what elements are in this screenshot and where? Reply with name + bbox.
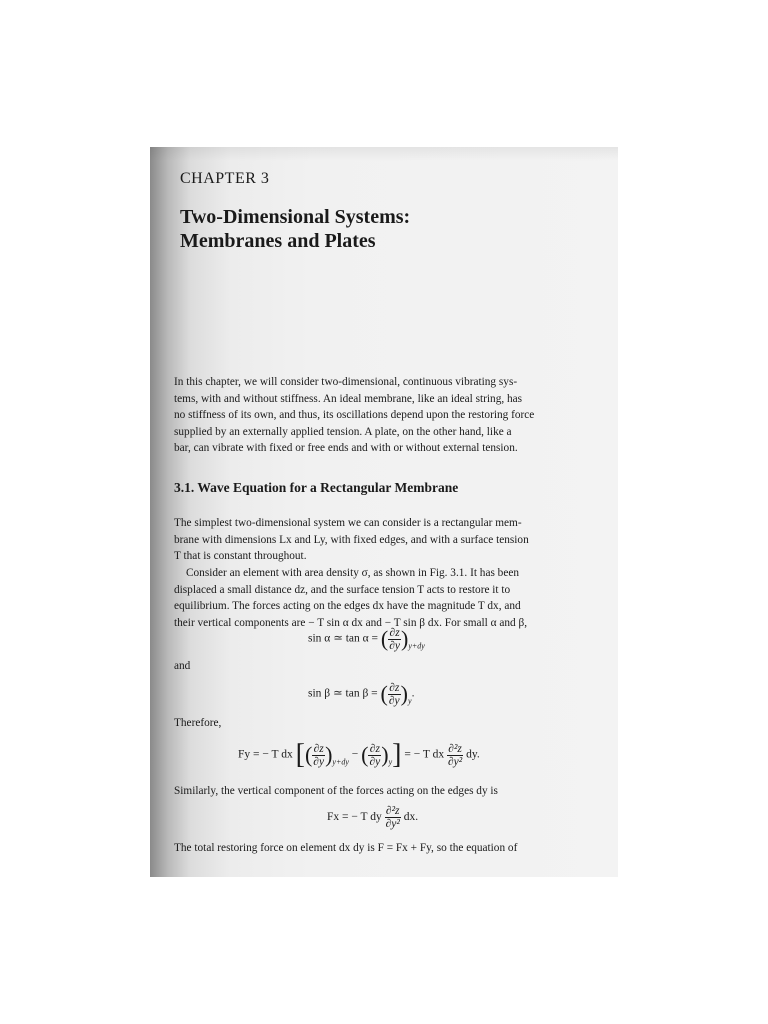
- subscript: y+dy: [408, 641, 425, 651]
- chapter-title-line-1: Two-Dimensional Systems:: [180, 206, 411, 228]
- equation-sin-alpha: sin α ≃ tan α = ( $\frac{\partial z}{\partial y}$ )$_{y+dy}$: [308, 626, 425, 652]
- section-heading: 3.1. Wave Equation for a Rectangular Membrane: [174, 480, 459, 495]
- equation-lhs: sin α ≃ tan α =: [308, 632, 379, 645]
- equation-fx: [327, 805, 418, 830]
- fraction-denominator: ∂y²: [385, 818, 400, 830]
- fraction-numerator: ∂²z: [385, 805, 400, 817]
- similarly-text: Similarly, the vertical component of the forces acting on the edges dy is: [174, 785, 498, 797]
- body-line: their vertical components are − T sin α dx and − T sin β dx. For small α and β,: [174, 616, 528, 629]
- last-line: The total restoring force on element dx dy is F = Fx + Fy, so the equation of: [174, 842, 518, 854]
- intro-line: In this chapter, we will consider two-dimensional, continuous vibrating sys-: [174, 376, 518, 388]
- equation-fy: Fy = − T dx [( $\frac{\partial z}{\partial y}$ )$_{y+dy}$ − ( $\frac{\partial z}{\partial y}$ )$_y$] = − T dx $\frac{\text{∂²z}}{\text{∂y²}}$ dy.: [238, 739, 480, 770]
- intro-line: no stiffness of its own, and thus, its oscillations depend upon the restoring force: [174, 409, 535, 422]
- fraction-numerator: ∂z: [389, 681, 400, 694]
- body-line: displaced a small distance dz, and the surface tension T acts to restore it to: [174, 583, 511, 596]
- equation-lhs: Fy = − T dx: [238, 748, 293, 761]
- equation-sin-beta: sin β ≃ tan β = ( $\frac{\partial z}{\partial y}$ )$_y$.: [308, 681, 415, 707]
- equation-end: dx.: [403, 811, 419, 824]
- fraction-denominator: ∂y: [389, 639, 401, 652]
- fraction-denominator: ∂y: [313, 755, 325, 768]
- chapter-title: [180, 205, 410, 253]
- equation-end: dy.: [466, 748, 480, 761]
- intro-paragraph: [174, 374, 614, 457]
- fraction-numerator: ∂z: [313, 742, 324, 755]
- body-line: brane with dimensions Lx and Ly, with fixed edges, and with a surface tension: [174, 533, 529, 546]
- fraction-denominator: ∂y²: [447, 755, 463, 768]
- body-paragraph-2: [174, 565, 614, 631]
- body-paragraph-1: [174, 515, 614, 565]
- intro-line: tems, with and without stiffness. An ideal membrane, like an ideal string, has: [174, 392, 523, 405]
- fraction-numerator: ∂²z: [448, 742, 462, 755]
- intro-line: bar, can vibrate with fixed or free ends and with or without external tension.: [174, 442, 518, 455]
- subscript: y: [408, 696, 412, 706]
- body-line: The simplest two-dimensional system we can consider is a rectangular mem-: [174, 517, 522, 529]
- fraction-denominator: ∂y: [388, 694, 400, 707]
- body-line: Consider an element with area density σ, as shown in Fig. 3.1. It has been: [186, 567, 520, 579]
- chapter-label: CHAPTER 3: [180, 170, 270, 187]
- subscript: y: [388, 757, 393, 767]
- body-line: T that is constant throughout.: [174, 550, 307, 563]
- chapter-title-line-2: Membranes and Plates: [180, 230, 376, 252]
- intro-line: supplied by an externally applied tension. A plate, on the other hand, like a: [174, 425, 512, 438]
- fraction-numerator: ∂z: [389, 626, 400, 639]
- body-line: equilibrium. The forces acting on the edges dx have the magnitude T dx, and: [174, 600, 521, 613]
- subscript: y+dy: [332, 757, 349, 767]
- equation-end: .: [411, 687, 415, 700]
- and-label: and: [174, 660, 191, 672]
- equation-lhs: Fx = − T dy: [327, 811, 382, 824]
- fraction-numerator: ∂z: [369, 742, 380, 755]
- equation-lhs: sin β ≃ tan β =: [308, 687, 378, 700]
- fraction-denominator: ∂y: [369, 755, 381, 768]
- equation-rhs: = − T dx: [404, 748, 445, 761]
- book-page: [150, 147, 618, 877]
- therefore-label: Therefore,: [174, 717, 222, 729]
